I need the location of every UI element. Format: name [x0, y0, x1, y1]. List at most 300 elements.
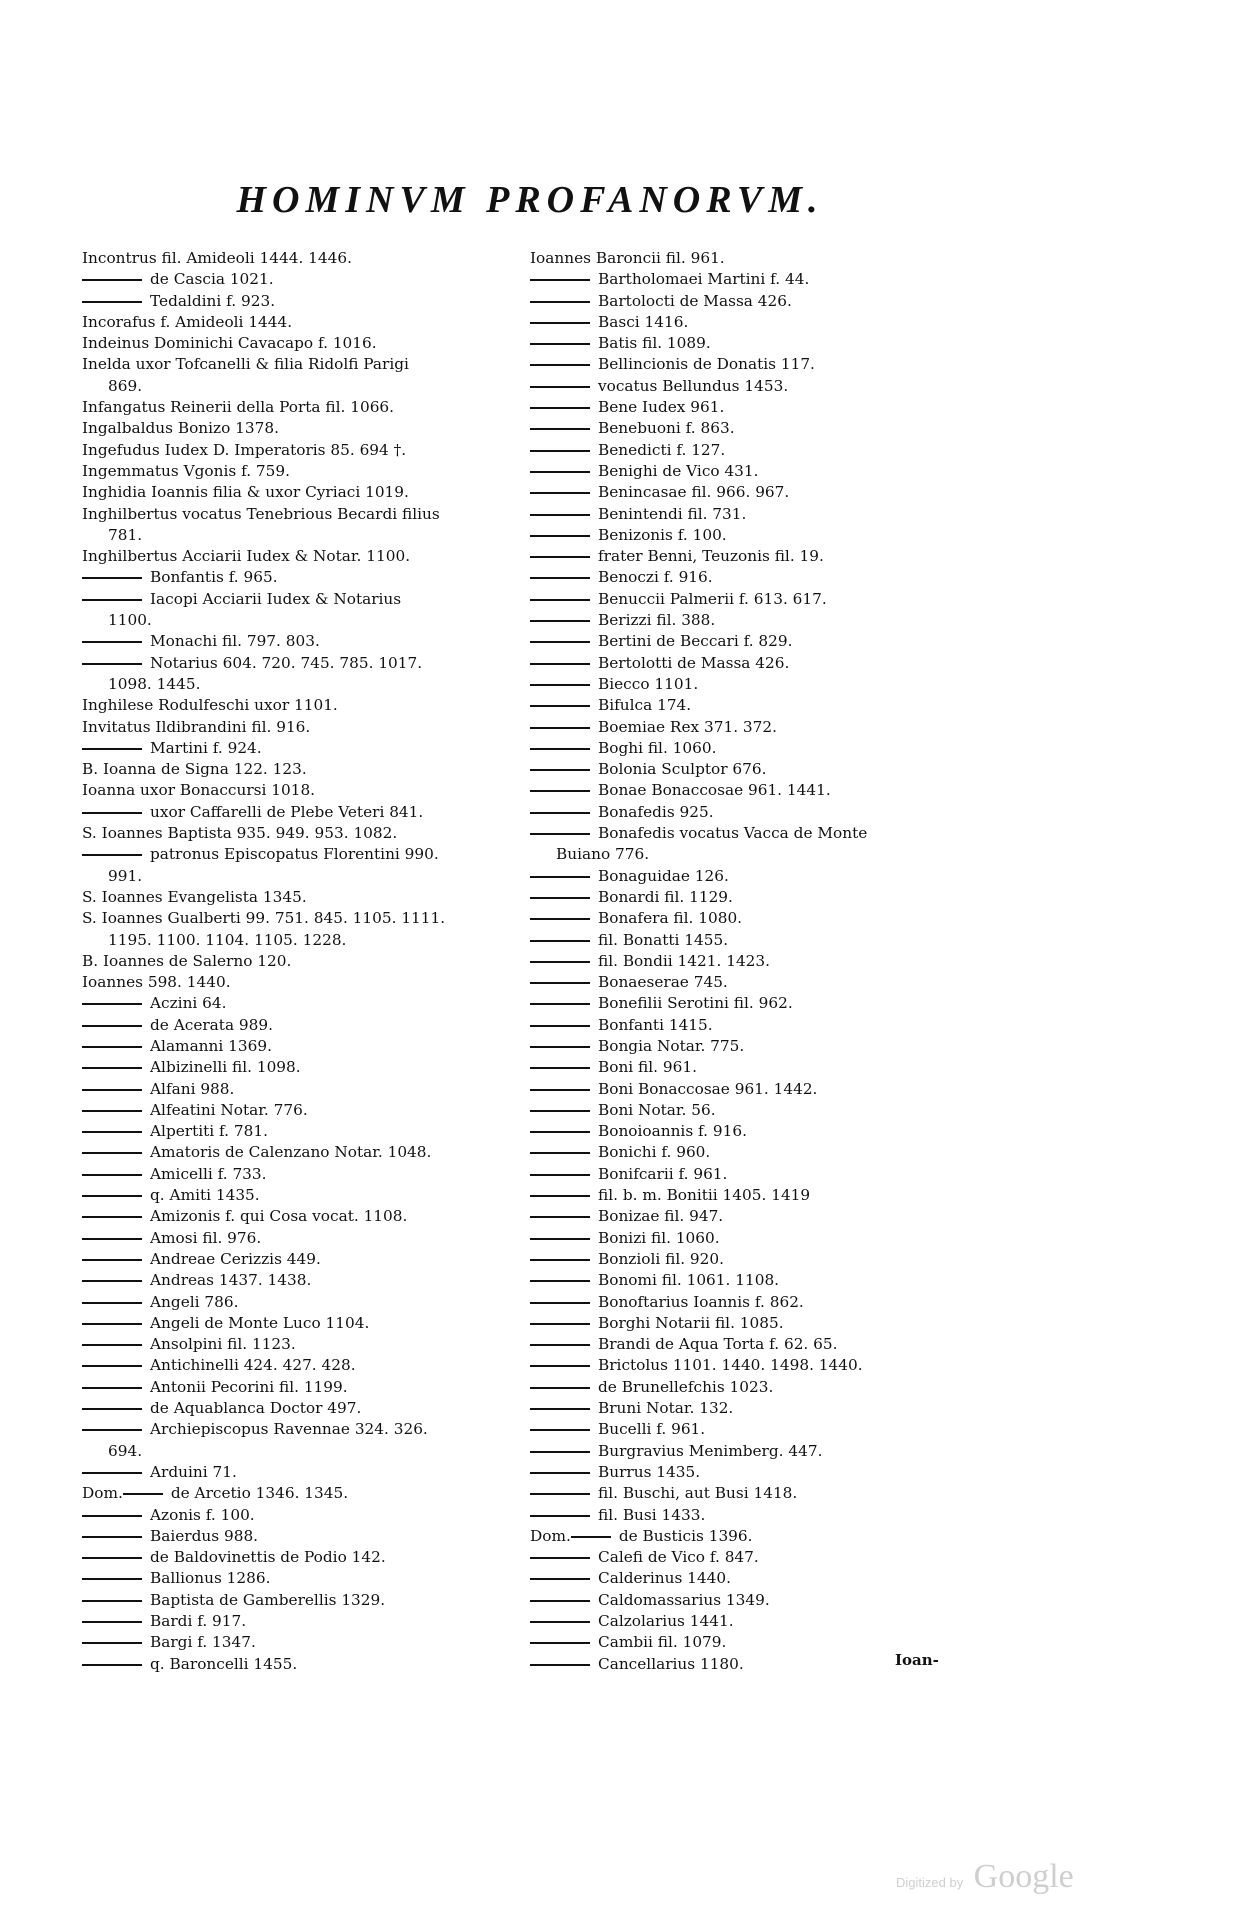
entry-text: Bolonia Sculptor 676.	[598, 760, 767, 779]
entry-text: Martini f. 924.	[150, 738, 262, 757]
entry-text: 694.	[108, 1441, 143, 1460]
index-entry	[82, 418, 512, 439]
entry-text: Infangatus Reinerii della Porta fil. 1066.	[82, 398, 395, 417]
watermark-brand: Google	[973, 1858, 1074, 1895]
index-entry	[530, 1292, 960, 1313]
index-entry	[530, 930, 960, 951]
index-entry	[530, 1590, 960, 1611]
entry-text: Angeli de Monte Luco 1104.	[150, 1313, 370, 1332]
entry-text: Incorafus f. Amideoli 1444.	[82, 312, 293, 331]
entry-text: Baierdus 988.	[150, 1526, 259, 1545]
ditto-dash	[530, 812, 590, 814]
index-entry	[82, 1164, 512, 1185]
entry-text: Bonzioli fil. 920.	[598, 1249, 724, 1268]
entry-text: Albizinelli fil. 1098.	[150, 1058, 301, 1077]
entry-text: Iacopi Acciarii Iudex & Notarius	[150, 589, 402, 608]
index-entry	[530, 1270, 960, 1291]
entry-text: Alamanni 1369.	[150, 1036, 272, 1055]
index-entry	[530, 567, 960, 588]
entry-text: q. Baroncelli 1455.	[150, 1654, 298, 1673]
index-entry	[530, 1228, 960, 1249]
index-entry	[530, 802, 960, 823]
index-entry	[530, 887, 960, 908]
ditto-dash	[82, 1515, 142, 1517]
index-entry	[82, 802, 512, 823]
entry-text: 1098. 1445.	[108, 674, 201, 693]
index-column-left	[82, 248, 512, 1675]
ditto-dash	[82, 279, 142, 281]
ditto-dash	[530, 961, 590, 963]
entry-text: S. Ioannes Evangelista 1345.	[82, 887, 307, 906]
entry-text: vocatus Bellundus 1453.	[598, 376, 789, 395]
index-entry	[530, 823, 960, 844]
ditto-dash	[530, 1642, 590, 1644]
ditto-dash	[82, 1025, 142, 1027]
index-entry	[82, 653, 512, 674]
ditto-dash	[82, 1195, 142, 1197]
ditto-dash	[82, 1067, 142, 1069]
ditto-dash	[530, 1259, 590, 1261]
entry-text: Andreae Cerizzis 449.	[150, 1249, 321, 1268]
ditto-dash	[530, 1344, 590, 1346]
entry-text: Bene Iudex 961.	[598, 398, 725, 417]
index-entry	[82, 1611, 512, 1632]
ditto-dash	[530, 1152, 590, 1154]
index-entry	[82, 930, 512, 951]
ditto-dash	[530, 386, 590, 388]
index-entry	[530, 418, 960, 439]
ditto-dash	[530, 769, 590, 771]
ditto-dash	[530, 1621, 590, 1623]
index-entry	[530, 1164, 960, 1185]
ditto-dash	[82, 1429, 142, 1431]
entry-text: Bonardi fil. 1129.	[598, 887, 733, 906]
entry-text: Brandi de Aqua Torta f. 62. 65.	[598, 1335, 838, 1354]
entry-text: Ingalbaldus Bonizo 1378.	[82, 419, 279, 438]
index-entry	[530, 376, 960, 397]
index-entry	[82, 1483, 512, 1504]
entry-text: Inghilese Rodulfeschi uxor 1101.	[82, 696, 338, 715]
ditto-dash	[530, 1664, 590, 1666]
entry-text: Alpertiti f. 781.	[150, 1122, 268, 1141]
entry-text: Bartolocti de Massa 426.	[598, 291, 792, 310]
entry-text: Boghi fil. 1060.	[598, 738, 717, 757]
index-entry	[82, 1270, 512, 1291]
entry-text: q. Amiti 1435.	[150, 1186, 260, 1205]
entry-text: S. Ioannes Gualberti 99. 751. 845. 1105. 1111.	[82, 909, 446, 928]
entry-text: Bonfanti 1415.	[598, 1015, 713, 1034]
ditto-dash	[530, 1323, 590, 1325]
entry-text: Bonae Bonaccosae 961. 1441.	[598, 781, 831, 800]
entry-text: fil. Busi 1433.	[598, 1505, 706, 1524]
index-entry	[82, 1206, 512, 1227]
entry-text: Calderinus 1440.	[598, 1569, 731, 1588]
entry-text: Bonoioannis f. 916.	[598, 1122, 747, 1141]
entry-text: Ioanna uxor Bonaccursi 1018.	[82, 781, 316, 800]
entry-text: de Aquablanca Doctor 497.	[150, 1399, 362, 1418]
entry-text: Aczini 64.	[150, 994, 227, 1013]
index-entry	[530, 908, 960, 929]
index-entry	[82, 1419, 512, 1440]
index-entry	[82, 1228, 512, 1249]
index-entry	[82, 887, 512, 908]
entry-text: de Baldovinettis de Podio 142.	[150, 1548, 386, 1567]
index-entry	[82, 1568, 512, 1589]
ditto-dash	[530, 1216, 590, 1218]
entry-text: 1100.	[108, 611, 152, 630]
entry-text: Benizonis f. 100.	[598, 525, 727, 544]
ditto-dash	[530, 1110, 590, 1112]
ditto-dash	[530, 1451, 590, 1453]
ditto-dash	[530, 1408, 590, 1410]
index-entry	[82, 1462, 512, 1483]
index-entry	[82, 376, 512, 397]
index-entry	[82, 1505, 512, 1526]
index-entry	[82, 1142, 512, 1163]
index-entry	[530, 1142, 960, 1163]
index-entry	[82, 461, 512, 482]
entry-text: Bonoftarius Ioannis f. 862.	[598, 1292, 804, 1311]
index-entry	[82, 1334, 512, 1355]
ditto-dash	[82, 854, 142, 856]
index-entry	[530, 653, 960, 674]
index-entry	[82, 844, 512, 865]
entry-text: de Busticis 1396.	[618, 1526, 753, 1545]
index-entry	[82, 1526, 512, 1547]
ditto-dash	[82, 1387, 142, 1389]
index-entry	[530, 780, 960, 801]
entry-text: Ioannes Baroncii fil. 961.	[530, 249, 725, 267]
entry-text: Ballionus 1286.	[150, 1569, 271, 1588]
ditto-dash	[571, 1536, 611, 1538]
ditto-dash	[82, 1216, 142, 1218]
index-entry	[530, 631, 960, 652]
index-entry	[530, 951, 960, 972]
index-entry	[530, 1483, 960, 1504]
entry-text: Bonafera fil. 1080.	[598, 909, 743, 928]
index-entry	[530, 1398, 960, 1419]
entry-text: Buiano 776.	[556, 845, 650, 864]
entry-text: Bucelli f. 961.	[598, 1420, 706, 1439]
entry-text: Benebuoni f. 863.	[598, 419, 735, 438]
index-entry	[530, 589, 960, 610]
index-entry	[82, 482, 512, 503]
index-entry	[82, 993, 512, 1014]
ditto-dash	[530, 1429, 590, 1431]
index-entry	[82, 248, 512, 269]
index-entry	[82, 1015, 512, 1036]
entry-text: Bifulca 174.	[598, 696, 692, 715]
ditto-dash	[530, 684, 590, 686]
ditto-dash	[530, 641, 590, 643]
ditto-dash	[530, 1387, 590, 1389]
entry-text: patronus Episcopatus Florentini 990.	[150, 845, 439, 864]
ditto-dash	[530, 982, 590, 984]
index-entry	[82, 440, 512, 461]
index-entry	[82, 695, 512, 716]
ditto-dash	[82, 1344, 142, 1346]
index-entry	[82, 759, 512, 780]
ditto-dash	[530, 450, 590, 452]
ditto-dash	[530, 343, 590, 345]
entry-text: de Cascia 1021.	[150, 270, 274, 289]
ditto-dash	[530, 940, 590, 942]
entry-text: Incontrus fil. Amideoli 1444. 1446.	[82, 249, 352, 267]
entry-text: Calefi de Vico f. 847.	[598, 1548, 759, 1567]
entry-text: Andreas 1437. 1438.	[150, 1271, 312, 1290]
entry-text: 869.	[108, 376, 143, 395]
entry-text: 1195. 1100. 1104. 1105. 1228.	[108, 930, 347, 949]
entry-text: Indeinus Dominichi Cavacapo f. 1016.	[82, 334, 377, 353]
ditto-dash	[82, 1323, 142, 1325]
ditto-dash	[530, 279, 590, 281]
entry-text: Alfeatini Notar. 776.	[150, 1100, 308, 1119]
ditto-dash	[82, 1280, 142, 1282]
entry-text: Amatoris de Calenzano Notar. 1048.	[150, 1143, 432, 1162]
entry-text: Bonomi fil. 1061. 1108.	[598, 1271, 780, 1290]
index-entry	[82, 908, 512, 929]
ditto-dash	[530, 1515, 590, 1517]
index-entry	[530, 461, 960, 482]
entry-text: Baptista de Gamberellis 1329.	[150, 1590, 386, 1609]
entry-text: Benuccii Palmerii f. 613. 617.	[598, 589, 827, 608]
index-entry	[530, 1611, 960, 1632]
entry-text: fil. Buschi, aut Busi 1418.	[598, 1484, 798, 1503]
index-entry	[82, 1249, 512, 1270]
ditto-dash	[530, 727, 590, 729]
entry-prefix: Dom.	[82, 1484, 123, 1503]
index-entry	[530, 1057, 960, 1078]
entry-text: B. Ioannes de Salerno 120.	[82, 951, 292, 970]
index-entry	[82, 269, 512, 290]
entry-text: Caldomassarius 1349.	[598, 1590, 770, 1609]
entry-text: Antichinelli 424. 427. 428.	[150, 1356, 356, 1375]
index-entry	[530, 1185, 960, 1206]
ditto-dash	[82, 1131, 142, 1133]
ditto-dash	[82, 1238, 142, 1240]
index-entry	[82, 631, 512, 652]
entry-text: Alfani 988.	[150, 1079, 235, 1098]
ditto-dash	[530, 492, 590, 494]
ditto-dash	[82, 641, 142, 643]
ditto-dash	[530, 322, 590, 324]
index-entry	[82, 780, 512, 801]
entry-text: Calzolarius 1441.	[598, 1612, 734, 1630]
ditto-dash	[82, 663, 142, 665]
ditto-dash	[82, 1536, 142, 1538]
entry-text: Azonis f. 100.	[150, 1505, 255, 1524]
ditto-dash	[530, 1131, 590, 1133]
ditto-dash	[82, 1365, 142, 1367]
entry-text: S. Ioannes Baptista 935. 949. 953. 1082.	[82, 824, 398, 843]
ditto-dash	[82, 1259, 142, 1261]
entry-text: Boemiae Rex 371. 372.	[598, 717, 777, 736]
entry-text: uxor Caffarelli de Plebe Veteri 841.	[150, 802, 424, 821]
ditto-dash	[82, 599, 142, 601]
entry-text: Amosi fil. 976.	[150, 1228, 262, 1247]
index-entry	[530, 674, 960, 695]
entry-text: Ansolpini fil. 1123.	[150, 1335, 296, 1354]
index-entry	[530, 866, 960, 887]
entry-text: Bongia Notar. 775.	[598, 1036, 745, 1055]
ditto-dash	[123, 1493, 163, 1495]
entry-text: Angeli 786.	[150, 1292, 239, 1311]
watermark-prefix: Digitized by	[896, 1875, 964, 1890]
index-entry	[530, 1377, 960, 1398]
index-column-right	[530, 248, 960, 1675]
ditto-dash	[82, 1664, 142, 1666]
index-entry	[530, 1249, 960, 1270]
entry-text: Biecco 1101.	[598, 674, 699, 693]
ditto-dash	[530, 1493, 590, 1495]
index-entry	[530, 440, 960, 461]
ditto-dash	[82, 1408, 142, 1410]
index-entry	[82, 589, 512, 610]
index-entry	[530, 397, 960, 418]
ditto-dash	[530, 620, 590, 622]
entry-text: Brictolus 1101. 1440. 1498. 1440.	[598, 1356, 863, 1375]
index-entry	[530, 291, 960, 312]
index-entry	[82, 1355, 512, 1376]
ditto-dash	[82, 1046, 142, 1048]
entry-text: Ingefudus Iudex D. Imperatoris 85. 694 †.	[82, 440, 407, 459]
index-entry	[530, 525, 960, 546]
ditto-dash	[82, 812, 142, 814]
ditto-dash	[530, 1089, 590, 1091]
index-entry	[82, 1590, 512, 1611]
entry-text: B. Ioanna de Signa 122. 123.	[82, 760, 307, 779]
ditto-dash	[530, 748, 590, 750]
entry-text: Benedicti f. 127.	[598, 440, 726, 459]
entry-text: Boni fil. 961.	[598, 1058, 697, 1077]
entry-text: Bardi f. 917.	[150, 1612, 247, 1630]
ditto-dash	[530, 1046, 590, 1048]
entry-text: Inghilbertus Acciarii Iudex & Notar. 1100.	[82, 547, 411, 566]
index-entry	[82, 1547, 512, 1568]
entry-text: Invitatus Ildibrandini fil. 916.	[82, 717, 311, 736]
index-entry	[82, 291, 512, 312]
index-entry	[530, 1441, 960, 1462]
ditto-dash	[82, 1089, 142, 1091]
ditto-dash	[82, 1600, 142, 1602]
entry-text: Bargi f. 1347.	[150, 1633, 256, 1652]
index-entry	[530, 1206, 960, 1227]
ditto-dash	[530, 599, 590, 601]
entry-text: Bonaguidae 126.	[598, 866, 729, 885]
entry-text: Cambii fil. 1079.	[598, 1633, 727, 1652]
index-entry	[530, 312, 960, 333]
index-entry	[530, 1100, 960, 1121]
ditto-dash	[82, 1642, 142, 1644]
index-entry	[82, 312, 512, 333]
ditto-dash	[530, 535, 590, 537]
entry-text: Bonafedis 925.	[598, 802, 714, 821]
index-entry	[530, 1526, 960, 1547]
entry-text: Bonifcarii f. 961.	[598, 1164, 728, 1183]
index-entry	[82, 354, 512, 375]
entry-text: fil. b. m. Bonitii 1405. 1419	[598, 1186, 811, 1205]
entry-text: Cancellarius 1180.	[598, 1654, 744, 1673]
index-entry	[530, 248, 960, 269]
index-entry	[530, 759, 960, 780]
index-entry	[530, 1462, 960, 1483]
entry-text: Bonichi f. 960.	[598, 1143, 711, 1162]
ditto-dash	[82, 301, 142, 303]
ditto-dash	[530, 1365, 590, 1367]
index-entry	[82, 1185, 512, 1206]
page-title: HOMINVM PROFANORVM.	[236, 179, 824, 221]
entry-text: Bonaeserae 745.	[598, 973, 728, 992]
index-entry	[82, 951, 512, 972]
index-entry	[530, 1568, 960, 1589]
index-entry	[530, 482, 960, 503]
entry-text: Bartholomaei Martini f. 44.	[598, 270, 810, 289]
index-entry	[530, 333, 960, 354]
entry-text: Bonfantis f. 965.	[150, 568, 278, 587]
ditto-dash	[530, 833, 590, 835]
ditto-dash	[530, 918, 590, 920]
index-entry	[530, 738, 960, 759]
index-entry	[530, 546, 960, 567]
entry-text: Basci 1416.	[598, 312, 689, 331]
ditto-dash	[82, 1003, 142, 1005]
entry-text: fil. Bonatti 1455.	[598, 930, 729, 949]
index-entry	[82, 1057, 512, 1078]
entry-text: Berizzi fil. 388.	[598, 611, 716, 630]
index-entry	[82, 823, 512, 844]
entry-text: Arduini 71.	[150, 1462, 237, 1481]
entry-text: Inghidia Ioannis filia & uxor Cyriaci 1019.	[82, 483, 409, 502]
ditto-dash	[82, 577, 142, 579]
index-entry	[530, 504, 960, 525]
entry-text: Ioannes 598. 1440.	[82, 973, 231, 992]
index-entry	[82, 1121, 512, 1142]
index-entry	[530, 610, 960, 631]
index-entry	[82, 610, 512, 631]
index-entry	[82, 397, 512, 418]
ditto-dash	[530, 471, 590, 473]
ditto-dash	[530, 1067, 590, 1069]
entry-text: Tedaldini f. 923.	[150, 291, 276, 310]
index-entry	[82, 717, 512, 738]
entry-text: Bellincionis de Donatis 117.	[598, 355, 815, 374]
ditto-dash	[530, 577, 590, 579]
index-entry	[530, 354, 960, 375]
index-entry	[82, 1079, 512, 1100]
index-entry	[530, 1313, 960, 1334]
index-entry	[530, 993, 960, 1014]
entry-text: Bonafedis vocatus Vacca de Monte	[598, 824, 868, 843]
entry-text: fil. Bondii 1421. 1423.	[598, 951, 771, 970]
entry-text: Bonizi fil. 1060.	[598, 1228, 720, 1247]
index-entry	[82, 1441, 512, 1462]
ditto-dash	[530, 790, 590, 792]
index-entry	[82, 1398, 512, 1419]
entry-text: Burrus 1435.	[598, 1462, 701, 1481]
ditto-dash	[530, 428, 590, 430]
entry-text: Bertolotti de Massa 426.	[598, 653, 790, 672]
index-entry	[82, 546, 512, 567]
ditto-dash	[82, 1621, 142, 1623]
index-entry	[82, 504, 512, 525]
ditto-dash	[530, 1557, 590, 1559]
ditto-dash	[82, 1557, 142, 1559]
ditto-dash	[530, 407, 590, 409]
entry-text: Notarius 604. 720. 745. 785. 1017.	[150, 653, 423, 672]
entry-text: Batis fil. 1089.	[598, 334, 711, 353]
entry-text: Antonii Pecorini fil. 1199.	[150, 1377, 348, 1396]
index-entry	[530, 1334, 960, 1355]
